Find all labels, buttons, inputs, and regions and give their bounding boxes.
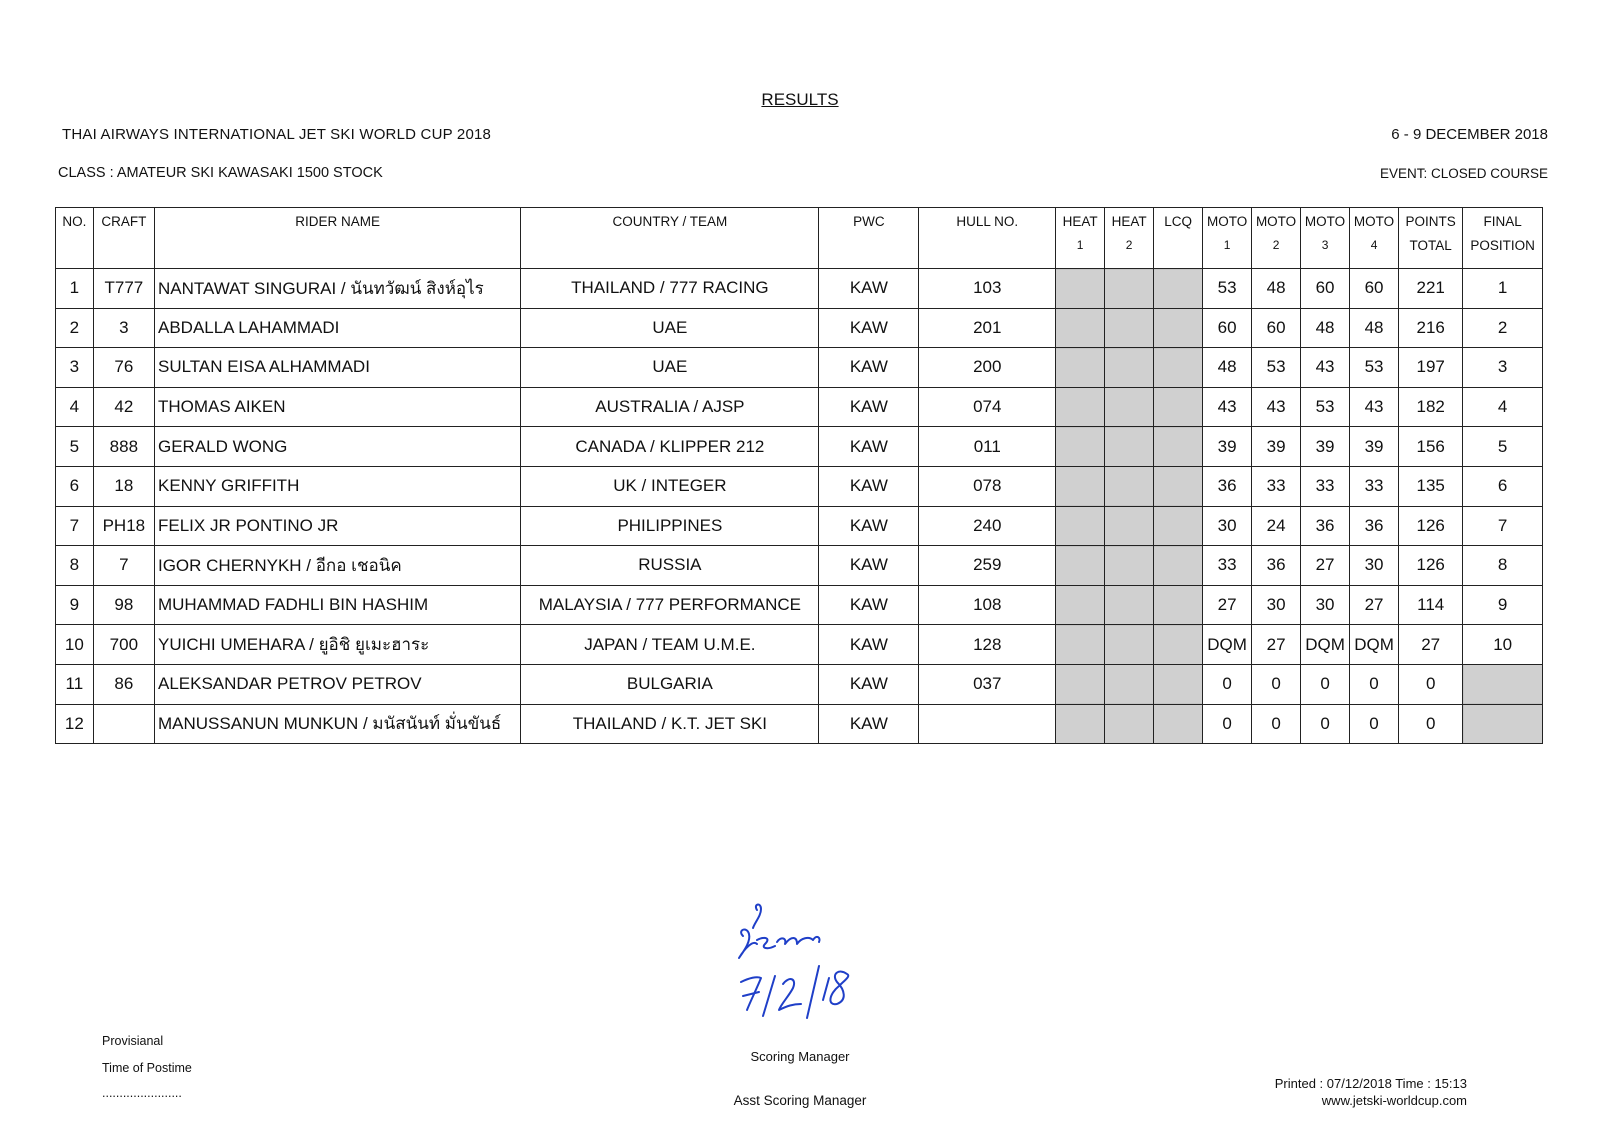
pwc-cell: KAW [819,506,919,546]
craft-cell: 18 [93,466,154,506]
points-cell: 135 [1399,466,1463,506]
points-cell: 114 [1399,585,1463,625]
moto2-cell: 48 [1252,269,1301,309]
col-header-moto4-num: 4 [1370,238,1378,252]
heat2-cell [1105,387,1154,427]
moto1-cell: 36 [1203,466,1252,506]
printed-timestamp: Printed : 07/12/2018 Time : 15:13 [1274,1076,1467,1091]
heat2-cell [1105,704,1154,744]
table-row [56,664,1543,704]
rider-cell: ABDALLA LAHAMMADI [154,308,520,348]
country-cell: RUSSIA [521,546,819,586]
heat2-cell [1105,625,1154,665]
col-header-moto4 [1350,208,1399,269]
moto4-cell: 30 [1350,546,1399,586]
final-cell: 7 [1463,506,1543,546]
pwc-cell: KAW [819,269,919,309]
heat2-cell [1105,308,1154,348]
moto3-cell: DQM [1301,625,1350,665]
no-cell: 3 [56,348,94,388]
website-url: www.jetski-worldcup.com [1321,1093,1467,1108]
col-header-craft-label: CRAFT [101,214,147,229]
col-header-no-label: NO. [62,214,87,229]
craft-cell: 98 [93,585,154,625]
moto1-cell: 30 [1203,506,1252,546]
col-header-points-label: POINTS [1405,214,1456,229]
table-row [56,506,1543,546]
moto1-cell: DQM [1203,625,1252,665]
rider-cell: ALEKSANDAR PETROV PETROV [154,664,520,704]
pwc-cell: KAW [819,427,919,467]
event-dates: 6 - 9 DECEMBER 2018 [1391,126,1548,143]
pwc-cell: KAW [819,585,919,625]
moto2-cell: 30 [1252,585,1301,625]
rider-cell: SULTAN EISA ALHAMMADI [154,348,520,388]
table-row [56,704,1543,744]
table-row [56,585,1543,625]
no-cell: 4 [56,387,94,427]
country-cell: AUSTRALIA / AJSP [521,387,819,427]
col-header-country-label: COUNTRY / TEAM [612,214,728,229]
table-row [56,308,1543,348]
signature [735,900,865,1030]
heat1-cell [1056,387,1105,427]
country-cell: UK / INTEGER [521,466,819,506]
heat1-cell [1056,546,1105,586]
heat2-cell [1105,427,1154,467]
final-cell [1463,704,1543,744]
lcq-cell [1154,585,1203,625]
hull-cell: 078 [919,466,1056,506]
final-cell: 5 [1463,427,1543,467]
craft-cell: 7 [93,546,154,586]
col-header-no [56,208,94,269]
heat2-cell [1105,348,1154,388]
country-cell: PHILIPPINES [521,506,819,546]
lcq-cell [1154,387,1203,427]
col-header-hull-label: HULL NO. [956,214,1019,229]
scoring-manager-label: Scoring Manager [750,1049,850,1064]
lcq-cell [1154,704,1203,744]
postime-dots: ....................... [102,1086,182,1100]
col-header-country [521,208,819,269]
col-header-rider-label: RIDER NAME [295,214,381,229]
moto4-cell: 27 [1350,585,1399,625]
col-header-moto2-label: MOTO [1255,214,1297,229]
no-cell: 12 [56,704,94,744]
moto1-cell: 53 [1203,269,1252,309]
col-header-final-label: FINAL [1483,214,1522,229]
rider-cell: MUHAMMAD FADHLI BIN HASHIM [154,585,520,625]
pwc-cell: KAW [819,387,919,427]
col-header-points [1399,208,1463,269]
moto4-cell: 60 [1350,269,1399,309]
lcq-cell [1154,625,1203,665]
moto2-cell: 33 [1252,466,1301,506]
moto1-cell: 60 [1203,308,1252,348]
table-row [56,269,1543,309]
heat1-cell [1056,269,1105,309]
no-cell: 11 [56,664,94,704]
no-cell: 5 [56,427,94,467]
col-header-moto4-label: MOTO [1353,214,1395,229]
heat1-cell [1056,466,1105,506]
points-cell: 0 [1399,664,1463,704]
country-cell: UAE [521,308,819,348]
col-header-moto2-num: 2 [1272,238,1280,252]
final-cell: 9 [1463,585,1543,625]
hull-cell: 037 [919,664,1056,704]
heat1-cell [1056,348,1105,388]
col-header-lcq [1154,208,1203,269]
craft-cell: PH18 [93,506,154,546]
lcq-cell [1154,348,1203,388]
hull-cell [919,704,1056,744]
no-cell: 6 [56,466,94,506]
moto1-cell: 27 [1203,585,1252,625]
col-header-heat2-num: 2 [1125,238,1133,252]
col-header-moto1-label: MOTO [1206,214,1248,229]
no-cell: 2 [56,308,94,348]
moto3-cell: 27 [1301,546,1350,586]
rider-cell: GERALD WONG [154,427,520,467]
moto1-cell: 0 [1203,664,1252,704]
moto2-cell: 36 [1252,546,1301,586]
heat2-cell [1105,664,1154,704]
moto3-cell: 60 [1301,269,1350,309]
points-cell: 0 [1399,704,1463,744]
no-cell: 1 [56,269,94,309]
points-cell: 221 [1399,269,1463,309]
craft-cell [93,704,154,744]
hull-cell: 103 [919,269,1056,309]
pwc-cell: KAW [819,466,919,506]
moto4-cell: 53 [1350,348,1399,388]
col-header-pwc-label: PWC [853,214,885,229]
hull-cell: 240 [919,506,1056,546]
points-cell: 156 [1399,427,1463,467]
hull-cell: 011 [919,427,1056,467]
rider-cell: NANTAWAT SINGURAI / นันทวัฒน์ สิงห์อุไร [154,269,520,309]
moto3-cell: 33 [1301,466,1350,506]
craft-cell: 76 [93,348,154,388]
table-row [56,348,1543,388]
moto2-cell: 53 [1252,348,1301,388]
lcq-cell [1154,308,1203,348]
rider-cell: MANUSSANUN MUNKUN / มนัสนันท์ มั่นขันธ์ [154,704,520,744]
country-cell: THAILAND / K.T. JET SKI [521,704,819,744]
results-table [55,207,1543,744]
no-cell: 8 [56,546,94,586]
lcq-cell [1154,664,1203,704]
col-header-heat1 [1056,208,1105,269]
final-cell: 4 [1463,387,1543,427]
final-cell: 10 [1463,625,1543,665]
hull-cell: 128 [919,625,1056,665]
pwc-cell: KAW [819,348,919,388]
moto3-cell: 39 [1301,427,1350,467]
col-header-moto3-label: MOTO [1304,214,1346,229]
craft-cell: T777 [93,269,154,309]
table-header-row [56,208,1543,269]
col-header-moto3-num: 3 [1321,238,1329,252]
page-title: RESULTS [761,90,839,109]
points-cell: 126 [1399,546,1463,586]
final-cell: 6 [1463,466,1543,506]
craft-cell: 888 [93,427,154,467]
col-header-pwc [819,208,919,269]
class-name: CLASS : AMATEUR SKI KAWASAKI 1500 STOCK [58,165,383,181]
table-row [56,625,1543,665]
craft-cell: 86 [93,664,154,704]
lcq-cell [1154,269,1203,309]
col-header-moto1-num: 1 [1223,238,1231,252]
col-header-moto2 [1252,208,1301,269]
table-row [56,546,1543,586]
col-header-final [1463,208,1543,269]
moto1-cell: 33 [1203,546,1252,586]
country-cell: THAILAND / 777 RACING [521,269,819,309]
moto4-cell: 48 [1350,308,1399,348]
craft-cell: 42 [93,387,154,427]
lcq-cell [1154,506,1203,546]
moto3-cell: 43 [1301,348,1350,388]
rider-cell: THOMAS AIKEN [154,387,520,427]
lcq-cell [1154,546,1203,586]
final-cell: 8 [1463,546,1543,586]
col-header-final-sub: POSITION [1470,238,1535,253]
col-header-heat1-label: HEAT [1062,214,1098,229]
no-cell: 10 [56,625,94,665]
moto3-cell: 0 [1301,664,1350,704]
table-row [56,387,1543,427]
pwc-cell: KAW [819,664,919,704]
col-header-rider [154,208,520,269]
final-cell [1463,664,1543,704]
final-cell: 3 [1463,348,1543,388]
moto1-cell: 0 [1203,704,1252,744]
asst-scoring-manager-label: Asst Scoring Manager [733,1093,867,1108]
col-header-hull [919,208,1056,269]
points-cell: 216 [1399,308,1463,348]
craft-cell: 3 [93,308,154,348]
moto1-cell: 43 [1203,387,1252,427]
final-cell: 1 [1463,269,1543,309]
moto4-cell: 43 [1350,387,1399,427]
points-cell: 197 [1399,348,1463,388]
col-header-heat1-num: 1 [1076,238,1084,252]
col-header-heat2 [1105,208,1154,269]
pwc-cell: KAW [819,625,919,665]
hull-cell: 074 [919,387,1056,427]
moto4-cell: 36 [1350,506,1399,546]
hull-cell: 201 [919,308,1056,348]
moto1-cell: 39 [1203,427,1252,467]
heat2-cell [1105,466,1154,506]
table-row [56,466,1543,506]
lcq-cell [1154,427,1203,467]
heat1-cell [1056,585,1105,625]
no-cell: 9 [56,585,94,625]
moto3-cell: 48 [1301,308,1350,348]
event-name: THAI AIRWAYS INTERNATIONAL JET SKI WORLD CUP 2018 [62,126,492,143]
moto4-cell: DQM [1350,625,1399,665]
moto4-cell: 0 [1350,704,1399,744]
rider-cell: IGOR CHERNYKH / อีกอ เชอนิค [154,546,520,586]
event-type: EVENT: CLOSED COURSE [1379,166,1548,181]
signature-handwriting [735,900,865,1025]
moto4-cell: 39 [1350,427,1399,467]
craft-cell: 700 [93,625,154,665]
heat1-cell [1056,664,1105,704]
no-cell: 7 [56,506,94,546]
time-of-postime-label: Time of Postime [102,1061,192,1075]
heat1-cell [1056,704,1105,744]
col-header-craft [93,208,154,269]
table-row [56,427,1543,467]
moto2-cell: 0 [1252,704,1301,744]
moto4-cell: 33 [1350,466,1399,506]
pwc-cell: KAW [819,704,919,744]
hull-cell: 108 [919,585,1056,625]
country-cell: MALAYSIA / 777 PERFORMANCE [521,585,819,625]
moto2-cell: 0 [1252,664,1301,704]
pwc-cell: KAW [819,308,919,348]
moto3-cell: 36 [1301,506,1350,546]
moto2-cell: 43 [1252,387,1301,427]
heat2-cell [1105,269,1154,309]
moto2-cell: 27 [1252,625,1301,665]
col-header-lcq-label: LCQ [1164,214,1192,229]
col-header-moto3 [1301,208,1350,269]
rider-cell: FELIX JR PONTINO JR [154,506,520,546]
heat2-cell [1105,546,1154,586]
moto3-cell: 30 [1301,585,1350,625]
heat1-cell [1056,506,1105,546]
heat1-cell [1056,625,1105,665]
hull-cell: 200 [919,348,1056,388]
rider-cell: KENNY GRIFFITH [154,466,520,506]
rider-cell: YUICHI UMEHARA / ยูอิชิ ยูเมะฮาระ [154,625,520,665]
country-cell: UAE [521,348,819,388]
points-cell: 182 [1399,387,1463,427]
points-cell: 126 [1399,506,1463,546]
col-header-points-sub: TOTAL [1409,238,1452,253]
moto1-cell: 48 [1203,348,1252,388]
pwc-cell: KAW [819,546,919,586]
col-header-moto1 [1203,208,1252,269]
country-cell: BULGARIA [521,664,819,704]
final-cell: 2 [1463,308,1543,348]
moto2-cell: 60 [1252,308,1301,348]
heat1-cell [1056,308,1105,348]
provisional-label: Provisianal [102,1034,164,1048]
moto3-cell: 0 [1301,704,1350,744]
moto4-cell: 0 [1350,664,1399,704]
heat1-cell [1056,427,1105,467]
hull-cell: 259 [919,546,1056,586]
heat2-cell [1105,506,1154,546]
moto2-cell: 24 [1252,506,1301,546]
country-cell: JAPAN / TEAM U.M.E. [521,625,819,665]
col-header-heat2-label: HEAT [1111,214,1147,229]
lcq-cell [1154,466,1203,506]
moto2-cell: 39 [1252,427,1301,467]
country-cell: CANADA / KLIPPER 212 [521,427,819,467]
heat2-cell [1105,585,1154,625]
points-cell: 27 [1399,625,1463,665]
moto3-cell: 53 [1301,387,1350,427]
